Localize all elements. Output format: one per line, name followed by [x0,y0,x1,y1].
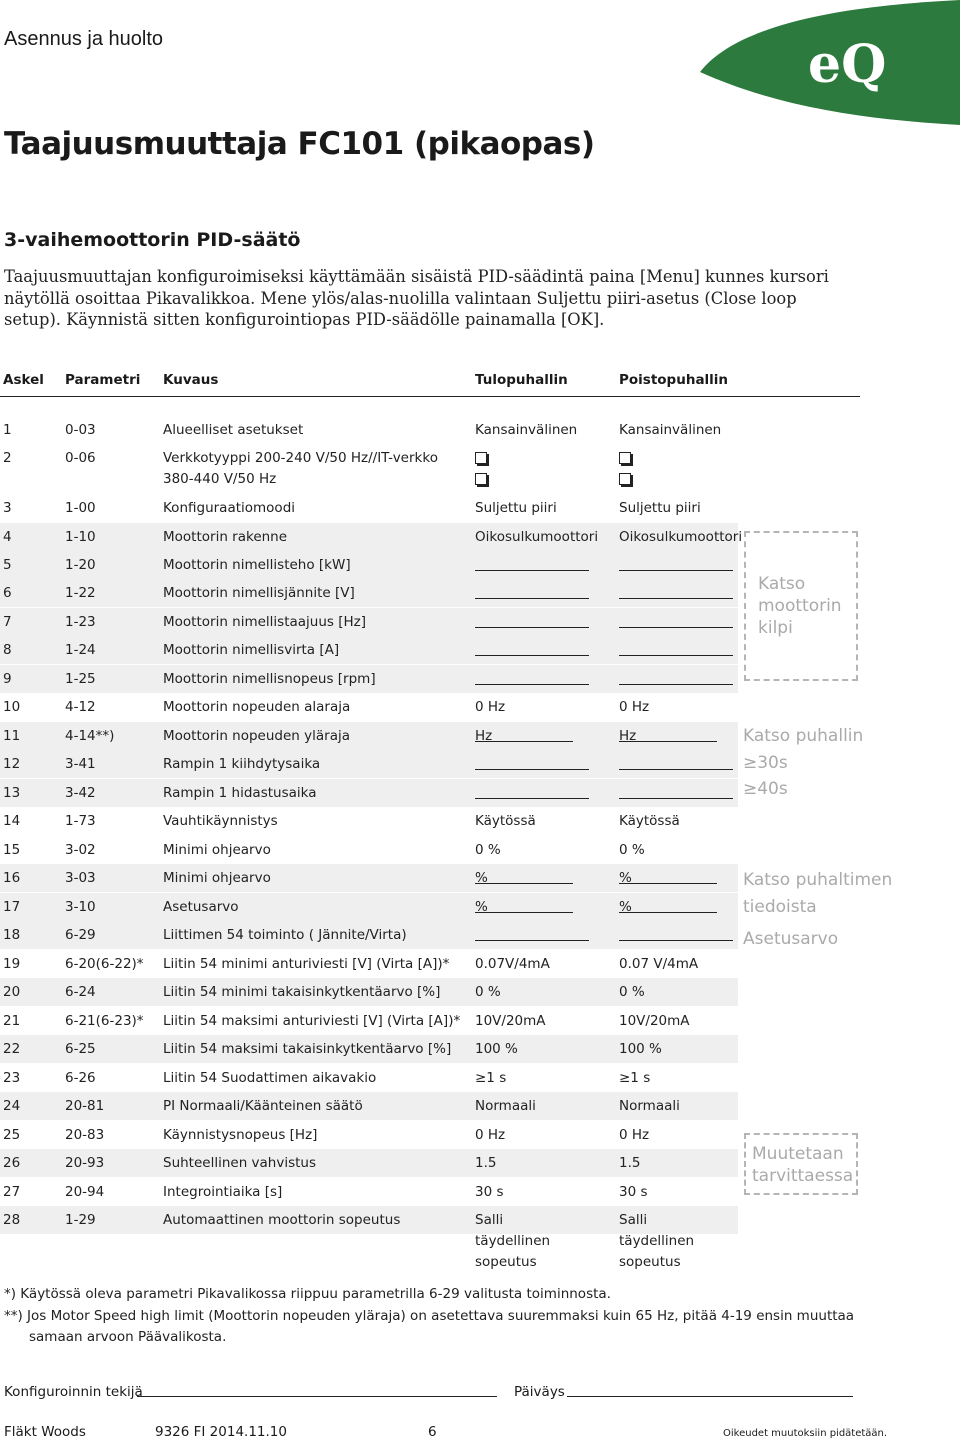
cell-param: 20-81 [65,1098,105,1114]
cell-step: 16 [3,870,21,886]
cell-step: 11 [3,728,21,744]
table-header [0,372,860,397]
unit-label: Hz [619,728,637,744]
cell-step: 21 [3,1013,21,1029]
cell-exhaust: 1.5 [619,1155,641,1171]
cell-exhaust: 0 % [619,842,645,858]
cell-param: 3-02 [65,842,96,858]
cell-step: 4 [3,529,12,545]
note-ramp-down: ≥40s [743,779,788,799]
cell-step: 26 [3,1155,21,1171]
note-motor-plate-2: moottorin [758,596,842,616]
cell-desc: Moottorin nimellisvirta [A] [163,642,340,658]
cell-param: 4-12 [65,699,96,715]
fill-in-with-unit[interactable] [619,728,636,744]
note-ramp-up: ≥30s [743,753,788,773]
intro-paragraph: Taajuusmuuttajan konfiguroimiseksi käyttämään sisäistä PID-säädintä paina [Menu] kunnes kursori näytöllä osoittaa Pikavalikkoa. Mene ylös/alas-nuolilla valintaan Suljettu piiri-asetus (Close loop setup). Käynnistä sitten konfigurointiopas PID-säädölle painamalla [OK]. [4,267,829,329]
cell-supply: Käytössä [475,813,536,829]
cell-desc: Rampin 1 kiihdytysaika [163,756,321,772]
note-fan-data-2: tiedoista [743,897,817,917]
page-title: Taajuusmuuttaja FC101 (pikaopas) [4,126,595,162]
cell-desc: Moottorin nimellisjännite [V] [163,585,355,601]
cell-desc: Liitin 54 Suodattimen aikavakio [163,1070,377,1086]
cell-param: 3-03 [65,870,96,886]
footnote-3: samaan arvoon Päävalikosta. [29,1329,227,1345]
cell-param: 6-20(6-22)* [65,956,144,972]
header-title: Asennus ja huolto [4,28,164,50]
cell-step: 22 [3,1041,21,1057]
cell-step: 17 [3,899,21,915]
cell-step: 8 [3,642,12,658]
cell-exhaust: 30 s [619,1184,648,1200]
cell-supply: ≥1 s [475,1070,507,1086]
cell-supply: 0 Hz [475,1127,506,1143]
signature-row [4,1384,143,1400]
cell-param: 1-00 [65,500,96,516]
cell-step: 24 [3,1098,21,1114]
cell-step: 25 [3,1127,21,1143]
cell-desc: Liitin 54 minimi takaisinkytkentäarvo [%] [163,984,441,1000]
cell-param: 1-10 [65,529,96,545]
col-header-param: Parametri [65,372,141,388]
cell-desc: Konfiguraatiomoodi [163,500,296,516]
cell-exhaust: 10V/20mA [619,1013,690,1029]
cell-step: 18 [3,927,21,943]
cell-desc: Liitin 54 minimi anturiviesti [V] (Virta [A])* [163,956,450,972]
col-header-step: Askel [3,372,44,388]
cell-desc: Rampin 1 hidastusaika [163,785,317,801]
cell-param: 1-25 [65,671,96,687]
cell-step: 6 [3,585,12,601]
cell-desc: Automaattinen moottorin sopeutus [163,1212,401,1228]
col-header-exhaust: Poistopuhallin [619,372,729,388]
cell-supply: 0 % [475,984,501,1000]
cell-param: 0-03 [65,422,96,438]
cell-desc: Suhteellinen vahvistus [163,1155,317,1171]
cell-param: 1-29 [65,1212,96,1228]
cell-param: 20-93 [65,1155,105,1171]
cell-desc: Moottorin nopeuden yläraja [163,728,350,744]
footer-page: 6 [428,1424,437,1440]
fill-in-with-unit[interactable] [619,899,632,915]
cell-exhaust: 0 Hz [619,699,650,715]
cell-step: 9 [3,671,12,687]
cell-supply: Normaali [475,1098,536,1114]
cell-param: 6-21(6-23)* [65,1013,144,1029]
cell-step: 23 [3,1070,21,1086]
cell-desc: Käynnistysnopeus [Hz] [163,1127,318,1143]
cell-desc: Moottorin nopeuden alaraja [163,699,351,715]
cell-step: 7 [3,614,12,630]
date-label: Päiväys [514,1384,565,1400]
configured-by-line [137,1396,497,1397]
cell-supply-line3: sopeutus [475,1254,537,1270]
cell-param: 1-22 [65,585,96,601]
cell-exhaust: Normaali [619,1098,680,1114]
footer-rights: Oikeudet muutoksiin pidätetään. [723,1428,888,1439]
cell-supply: Oikosulkumoottori [475,529,599,545]
cell-step: 15 [3,842,21,858]
cell-supply: 0.07V/4mA [475,956,550,972]
cell-exhaust: ≥1 s [619,1070,651,1086]
cell-param: 20-83 [65,1127,105,1143]
cell-step: 27 [3,1184,21,1200]
cell-desc: Liitin 54 maksimi takaisinkytkentäarvo [%] [163,1041,452,1057]
logo-text: eQ [808,34,887,95]
cell-desc-line2: 380-440 V/50 Hz [163,471,277,487]
cell-param: 1-73 [65,813,96,829]
cell-param: 6-25 [65,1041,96,1057]
fill-in-with-unit[interactable] [619,870,632,886]
cell-supply: 10V/20mA [475,1013,546,1029]
footnote-2: **) Jos Motor Speed high limit (Moottorin nopeuden yläraja) on asetettava suuremmaksi kuin 65 Hz, pitää 4-19 ensin muuttaa [4,1308,855,1324]
cell-exhaust: Salli [619,1212,648,1228]
cell-desc: Vauhtikäynnistys [163,813,278,829]
cell-param: 4-14**) [65,728,115,744]
cell-desc: Minimi ohjearvo [163,842,271,858]
cell-step: 28 [3,1212,21,1228]
cell-exhaust: 0.07 V/4mA [619,956,699,972]
cell-exhaust: 100 % [619,1041,662,1057]
cell-desc: Verkkotyyppi 200-240 V/50 Hz//IT-verkko [163,450,438,466]
note-change-1: Muutetaan [752,1144,844,1164]
fill-in-with-unit[interactable] [475,728,492,744]
cell-desc: Asetusarvo [163,899,239,915]
cell-supply: 100 % [475,1041,518,1057]
footer-company: Fläkt Woods [4,1424,86,1440]
cell-step: 5 [3,557,12,573]
note-motor-plate-3: kilpi [758,618,793,638]
cell-supply: 0 Hz [475,699,506,715]
cell-step: 19 [3,956,21,972]
cell-exhaust-line2: täydellinen [619,1233,695,1249]
cell-supply: Suljettu piiri [475,500,557,516]
cell-exhaust: Suljettu piiri [619,500,701,516]
footnote-1: *) Käytössä oleva parametri Pikavalikossa riippuu parametrilla 6-29 valitusta toiminnosta. [4,1286,611,1302]
cell-param: 1-23 [65,614,96,630]
cell-step: 1 [3,422,12,438]
cell-desc: Liittimen 54 toiminto ( Jännite/Virta) [163,927,407,943]
cell-exhaust: 0 Hz [619,1127,650,1143]
note-motor-plate-1: Katso [758,574,806,594]
col-header-supply: Tulopuhallin [475,372,568,388]
cell-param: 6-29 [65,927,96,943]
eq-logo [660,0,960,130]
cell-param: 3-41 [65,756,96,772]
note-change-2: tarvittaessa [752,1166,854,1186]
cell-supply: 30 s [475,1184,504,1200]
cell-step: 12 [3,756,21,772]
cell-supply: 1.5 [475,1155,497,1171]
cell-step: 13 [3,785,21,801]
unit-label: % [475,870,488,886]
cell-desc: Minimi ohjearvo [163,870,271,886]
cell-supply: Kansainvälinen [475,422,578,438]
note-setpoint: Asetusarvo [743,929,839,949]
configured-by-label: Konfiguroinnin tekijä [4,1384,143,1400]
cell-desc: Liitin 54 maksimi anturiviesti [V] (Virta [A])* [163,1013,461,1029]
fill-in-with-unit[interactable] [475,899,488,915]
cell-param: 6-24 [65,984,96,1000]
cell-step: 20 [3,984,21,1000]
cell-exhaust: 0 % [619,984,645,1000]
cell-step: 2 [3,450,12,466]
date-line [567,1396,853,1397]
cell-supply: 0 % [475,842,501,858]
unit-label: % [619,870,632,886]
section-title: 3-vaihemoottorin PID-säätö [4,229,301,251]
unit-label: % [619,899,632,915]
cell-param: 6-26 [65,1070,96,1086]
cell-supply-line2: täydellinen [475,1233,551,1249]
cell-param: 1-24 [65,642,96,658]
cell-desc: Integrointiaika [s] [163,1184,283,1200]
cell-desc: Alueelliset asetukset [163,422,304,438]
cell-desc: Moottorin rakenne [163,529,288,545]
cell-param: 3-10 [65,899,96,915]
cell-param: 0-06 [65,450,96,466]
col-header-desc: Kuvaus [163,372,219,388]
note-fan-data-1: Katso puhaltimen [743,870,893,890]
cell-exhaust-line3: sopeutus [619,1254,681,1270]
footer-doc: 9326 FI 2014.11.10 [155,1424,287,1440]
cell-step: 14 [3,813,21,829]
cell-desc: Moottorin nimellistaajuus [Hz] [163,614,367,630]
cell-supply: Salli [475,1212,504,1228]
unit-label: % [475,899,488,915]
note-fan: Katso puhallin [743,726,864,746]
cell-exhaust: Oikosulkumoottori [619,529,743,545]
cell-desc: Moottorin nimellisnopeus [rpm] [163,671,376,687]
cell-desc: Moottorin nimellisteho [kW] [163,557,351,573]
unit-label: Hz [475,728,493,744]
cell-exhaust: Kansainvälinen [619,422,722,438]
cell-desc: PI Normaali/Käänteinen säätö [163,1098,363,1114]
cell-step: 10 [3,699,21,715]
fill-in-with-unit[interactable] [475,870,488,886]
cell-param: 1-20 [65,557,96,573]
cell-step: 3 [3,500,12,516]
cell-exhaust: Käytössä [619,813,680,829]
cell-param: 3-42 [65,785,96,801]
cell-param: 20-94 [65,1184,105,1200]
